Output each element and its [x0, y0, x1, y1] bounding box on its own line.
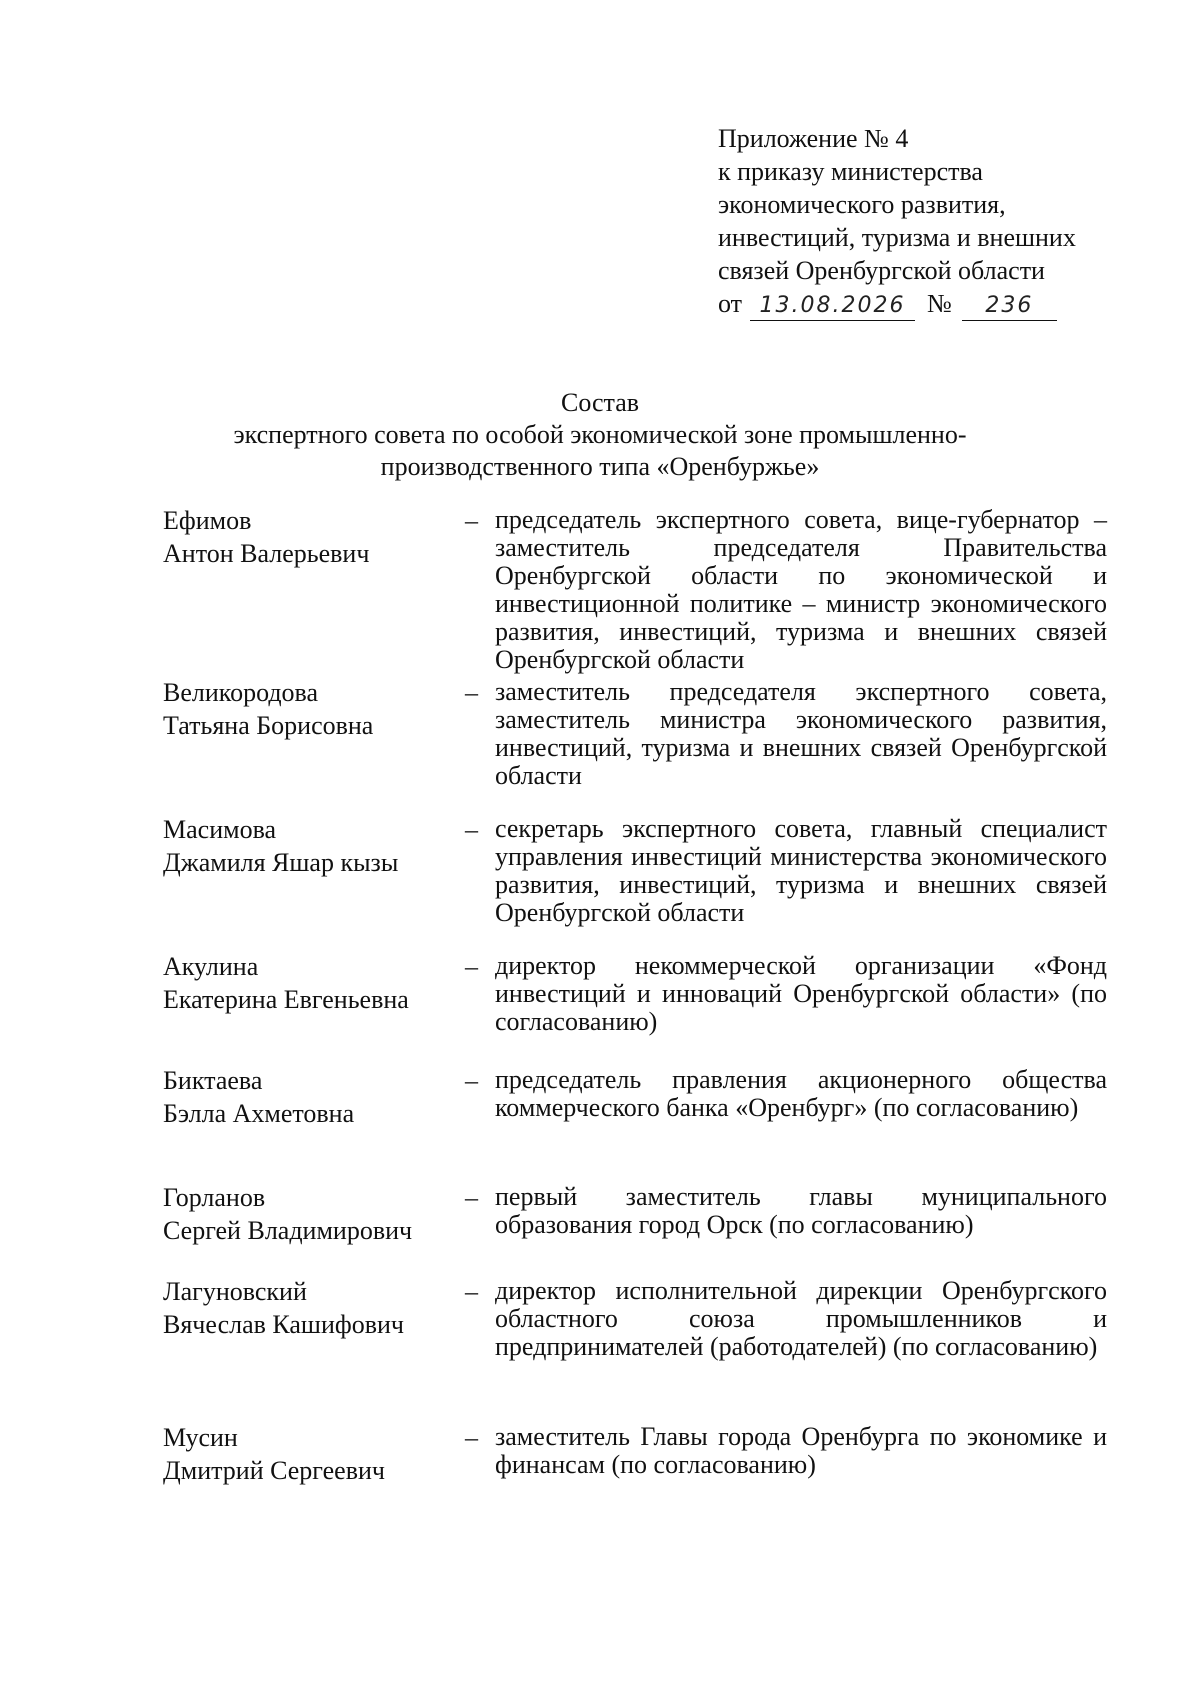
member-role: директор исполнительной дирекции Оренбургского областного союза промышленников и предпринимателей (работодателей) (по согласованию): [495, 1276, 1107, 1361]
member-name: [163, 1066, 465, 1183]
number-sign: №: [927, 289, 952, 318]
member-role: председатель правления акционерного общества коммерческого банка «Оренбург» (по согласованию): [495, 1065, 1107, 1122]
title-subline: производственного типа «Оренбуржье»: [380, 452, 820, 481]
member-name: [163, 815, 465, 952]
members-list: [163, 506, 1110, 1493]
member-surname: Лагуновский: [163, 1277, 307, 1306]
member-given-names: Екатерина Евгеньевна: [163, 985, 409, 1014]
member-role: директор некоммерческой организации «Фонд инвестиций и инноваций Оренбургской области» (по согласованию): [495, 951, 1107, 1036]
member-dash: –: [465, 1066, 478, 1095]
member-name: [163, 1423, 465, 1493]
appendix-ministry-line: инвестиций, туризма и внешних: [718, 223, 1076, 252]
member-given-names: Татьяна Борисовна: [163, 711, 374, 740]
member-given-names: Сергей Владимирович: [163, 1216, 413, 1245]
member-dash: –: [465, 952, 478, 981]
appendix-order-ref: к приказу министерства: [718, 157, 983, 186]
member-entry: [163, 1183, 1110, 1277]
member-role: председатель экспертного совета, вице-губернатор – заместитель председателя Правительства Оренбургской области по экономической и инвестиционной политике – министр экономического развития, инвестиций, туризма и внешних связей Оренбургской области: [495, 505, 1107, 674]
member-dash: –: [465, 506, 478, 535]
document-title: [150, 388, 1050, 484]
member-given-names: Джамиля Яшар кызы: [163, 848, 399, 877]
member-dash: –: [465, 815, 478, 844]
member-entry: [163, 815, 1110, 952]
member-role: секретарь экспертного совета, главный специалист управления инвестиций министерства экономического развития, инвестиций, туризма и внешних связей Оренбургской области: [495, 814, 1107, 927]
member-surname: Ефимов: [163, 506, 252, 535]
member-role: первый заместитель главы муниципального образования город Орск (по согласованию): [495, 1182, 1107, 1239]
member-entry: [163, 1066, 1110, 1183]
member-entry: [163, 1277, 1110, 1423]
order-date-number: [718, 289, 1158, 321]
member-name: [163, 952, 465, 1066]
member-surname: Мусин: [163, 1423, 238, 1452]
member-role: заместитель председателя экспертного совета, заместитель министра экономического развития, инвестиций, туризма и внешних связей Оренбургской области: [495, 677, 1107, 790]
member-entry: [163, 506, 1110, 678]
appendix-number: Приложение № 4: [718, 124, 909, 153]
member-surname: Горланов: [163, 1183, 266, 1212]
handwritten-date: 13.08.2026: [750, 291, 915, 321]
member-entry: [163, 678, 1110, 815]
member-given-names: Дмитрий Сергеевич: [163, 1456, 385, 1485]
member-role: заместитель Главы города Оренбурга по экономике и финансам (по согласованию): [495, 1422, 1107, 1479]
member-surname: Биктаева: [163, 1066, 263, 1095]
member-dash: –: [465, 1423, 478, 1452]
member-surname: Масимова: [163, 815, 277, 844]
member-given-names: Вячеслав Кашифович: [163, 1310, 404, 1339]
handwritten-number: 236: [962, 291, 1057, 321]
appendix-header: [718, 124, 1158, 321]
member-entry: [163, 952, 1110, 1066]
title-subline: экспертного совета по особой экономической зоне промышленно-: [233, 420, 967, 449]
member-surname: Великородова: [163, 678, 319, 707]
appendix-ministry-line: экономического развития,: [718, 190, 1006, 219]
member-name: [163, 678, 465, 815]
member-given-names: Бэлла Ахметовна: [163, 1099, 355, 1128]
member-name: [163, 506, 465, 678]
member-surname: Акулина: [163, 952, 259, 981]
member-given-names: Антон Валерьевич: [163, 539, 370, 568]
date-prefix: от: [718, 289, 743, 318]
member-name: [163, 1183, 465, 1277]
member-dash: –: [465, 678, 478, 707]
appendix-ministry-line: связей Оренбургской области: [718, 256, 1045, 285]
member-dash: –: [465, 1277, 478, 1306]
member-name: [163, 1277, 465, 1423]
title-heading: Состав: [560, 388, 640, 417]
member-dash: –: [465, 1183, 478, 1212]
member-entry: [163, 1423, 1110, 1493]
